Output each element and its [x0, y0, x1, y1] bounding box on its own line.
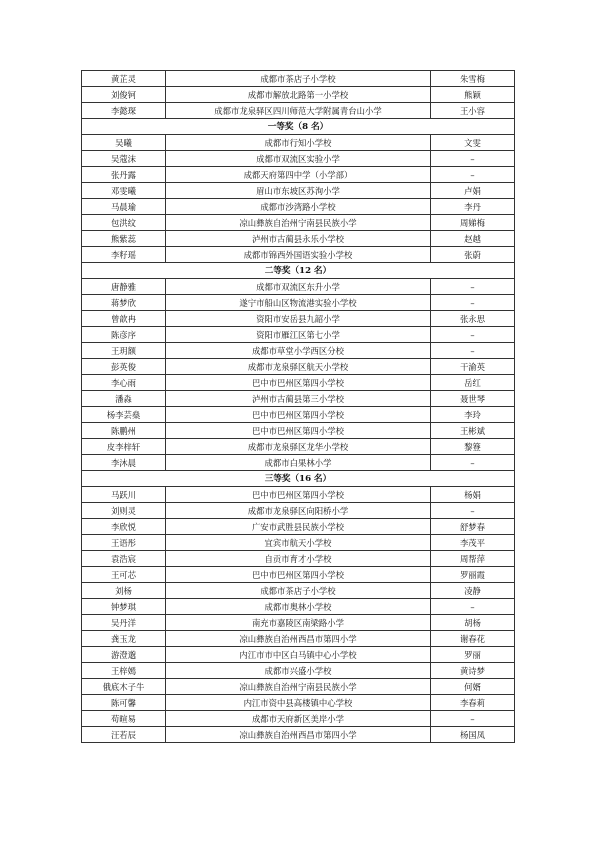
student-name-cell: 李籽瑶	[82, 247, 166, 263]
table-row	[82, 231, 515, 247]
school-cell: 成都市双流区实验小学	[166, 151, 431, 167]
table-row	[82, 71, 515, 87]
teacher-cell: 何婿	[431, 679, 515, 695]
table-row	[82, 359, 515, 375]
school-cell: 成都天府第四中学（小学部）	[166, 167, 431, 183]
teacher-cell: –	[431, 295, 515, 311]
teacher-cell: 黎簦	[431, 439, 515, 455]
teacher-cell: –	[431, 327, 515, 343]
school-cell: 泸州市古蔺县第三小学校	[166, 391, 431, 407]
table-row	[82, 167, 515, 183]
teacher-cell: –	[431, 599, 515, 615]
table-row	[82, 295, 515, 311]
table-row	[82, 727, 515, 743]
table-row	[82, 87, 515, 103]
teacher-cell: –	[431, 151, 515, 167]
table-row	[82, 663, 515, 679]
student-name-cell: 吴蔻沫	[82, 151, 166, 167]
school-cell: 凉山彝族自治州西昌市第四小学	[166, 727, 431, 743]
student-name-cell: 皮李梓轩	[82, 439, 166, 455]
student-name-cell: 张丹露	[82, 167, 166, 183]
teacher-cell: 李丹	[431, 199, 515, 215]
table-row	[82, 279, 515, 295]
student-name-cell: 游澄邈	[82, 647, 166, 663]
award-list-page	[81, 70, 514, 743]
school-cell: 资阳市安岳县九韶小学	[166, 311, 431, 327]
school-cell: 巴中市巴州区第四小学校	[166, 423, 431, 439]
table-row	[82, 583, 515, 599]
table-row	[82, 631, 515, 647]
table-row	[82, 647, 515, 663]
student-name-cell: 王可芯	[82, 567, 166, 583]
student-name-cell: 吴丹洋	[82, 615, 166, 631]
teacher-cell: –	[431, 279, 515, 295]
student-name-cell: 王语彤	[82, 535, 166, 551]
school-cell: 成都市天府新区美岸小学	[166, 711, 431, 727]
school-cell: 南充市嘉陵区南梁路小学	[166, 615, 431, 631]
table-row	[82, 439, 515, 455]
teacher-cell: 朱雪梅	[431, 71, 515, 87]
student-name-cell: 王梓嫣	[82, 663, 166, 679]
table-row	[82, 327, 515, 343]
school-cell: 成都市行知小学校	[166, 135, 431, 151]
school-cell: 内江市市中区白马镇中心小学校	[166, 647, 431, 663]
teacher-cell: 赵越	[431, 231, 515, 247]
award-table	[81, 70, 515, 743]
student-name-cell: 包洪纹	[82, 215, 166, 231]
table-row	[82, 695, 515, 711]
student-name-cell: 钟梦琪	[82, 599, 166, 615]
student-name-cell: 刘杨	[82, 583, 166, 599]
student-name-cell: 陈彦序	[82, 327, 166, 343]
teacher-cell: 胡杨	[431, 615, 515, 631]
teacher-cell: 张蔚	[431, 247, 515, 263]
school-cell: 广安市武胜县民族小学校	[166, 519, 431, 535]
student-name-cell: 李懿琛	[82, 103, 166, 119]
school-cell: 内江市资中县高楼镇中心学校	[166, 695, 431, 711]
second-prize-heading: 二等奖（12 名）	[82, 263, 515, 279]
school-cell: 成都市白果林小学	[166, 455, 431, 471]
student-name-cell: 刘俊钶	[82, 87, 166, 103]
school-cell: 成都市奥林小学校	[166, 599, 431, 615]
table-row	[82, 535, 515, 551]
teacher-cell: 熊颖	[431, 87, 515, 103]
table-row	[82, 151, 515, 167]
school-cell: 巴中市巴州区第四小学校	[166, 375, 431, 391]
teacher-cell: 卢娟	[431, 183, 515, 199]
student-name-cell: 马晨瑜	[82, 199, 166, 215]
teacher-cell: 凌静	[431, 583, 515, 599]
teacher-cell: 杨娟	[431, 487, 515, 503]
table-row	[82, 391, 515, 407]
school-cell: 成都市龙泉驿区向阳桥小学	[166, 503, 431, 519]
table-row	[82, 519, 515, 535]
table-row	[82, 455, 515, 471]
table-row	[82, 311, 515, 327]
table-row	[82, 103, 515, 119]
school-cell: 成都市茶店子小学校	[166, 71, 431, 87]
teacher-cell: 聂世琴	[431, 391, 515, 407]
teacher-cell: –	[431, 455, 515, 471]
student-name-cell: 吴曦	[82, 135, 166, 151]
teacher-cell: 舒梦春	[431, 519, 515, 535]
table-row	[82, 503, 515, 519]
school-cell: 巴中市巴州区第四小学校	[166, 487, 431, 503]
school-cell: 成都市沙湾路小学校	[166, 199, 431, 215]
teacher-cell: –	[431, 343, 515, 359]
school-cell: 凉山彝族自治州西昌市第四小学	[166, 631, 431, 647]
table-row	[82, 215, 515, 231]
teacher-cell: 王彬斌	[431, 423, 515, 439]
teacher-cell: 周帮萍	[431, 551, 515, 567]
table-row	[82, 551, 515, 567]
third-prize-heading: 三等奖（16 名）	[82, 471, 515, 487]
school-cell: 成都市双流区东升小学	[166, 279, 431, 295]
teacher-cell: 罗丽	[431, 647, 515, 663]
student-name-cell: 刘则灵	[82, 503, 166, 519]
table-row	[82, 711, 515, 727]
student-name-cell: 彭英俊	[82, 359, 166, 375]
student-name-cell: 蒋梦欣	[82, 295, 166, 311]
school-cell: 泸州市古蔺县永乐小学校	[166, 231, 431, 247]
student-name-cell: 黄芷灵	[82, 71, 166, 87]
teacher-cell: –	[431, 167, 515, 183]
teacher-cell: 王小容	[431, 103, 515, 119]
school-cell: 成都市草堂小学西区分校	[166, 343, 431, 359]
student-name-cell: 苟暄易	[82, 711, 166, 727]
student-name-cell: 唐静雅	[82, 279, 166, 295]
school-cell: 凉山彝族自治州宁南县民族小学	[166, 679, 431, 695]
teacher-cell: 干渝英	[431, 359, 515, 375]
teacher-cell: 岳红	[431, 375, 515, 391]
table-row	[82, 567, 515, 583]
school-cell: 凉山彝族自治州宁南县民族小学	[166, 215, 431, 231]
teacher-cell: 张永思	[431, 311, 515, 327]
school-cell: 巴中市巴州区第四小学校	[166, 407, 431, 423]
student-name-cell: 曾歆冉	[82, 311, 166, 327]
school-cell: 自贡市育才小学校	[166, 551, 431, 567]
student-name-cell: 王玥额	[82, 343, 166, 359]
school-cell: 巴中市巴州区第四小学校	[166, 567, 431, 583]
teacher-cell: 李玲	[431, 407, 515, 423]
teacher-cell: 杨国凤	[431, 727, 515, 743]
student-name-cell: 邓雯曦	[82, 183, 166, 199]
teacher-cell: –	[431, 711, 515, 727]
teacher-cell: 李春莉	[431, 695, 515, 711]
table-row	[82, 599, 515, 615]
table-row	[82, 343, 515, 359]
third-prize-heading-row	[82, 471, 515, 487]
school-cell: 眉山市东坡区苏洵小学	[166, 183, 431, 199]
teacher-cell: 黄诗梦	[431, 663, 515, 679]
teacher-cell: 文雯	[431, 135, 515, 151]
table-row	[82, 679, 515, 695]
student-name-cell: 李欣悦	[82, 519, 166, 535]
student-name-cell: 汪若辰	[82, 727, 166, 743]
table-row	[82, 407, 515, 423]
school-cell: 遂宁市船山区物流港实验小学校	[166, 295, 431, 311]
student-name-cell: 袁浩宸	[82, 551, 166, 567]
student-name-cell: 龚玉龙	[82, 631, 166, 647]
first-prize-heading-row	[82, 119, 515, 135]
school-cell: 成都市龙泉驿区航天小学校	[166, 359, 431, 375]
table-row	[82, 615, 515, 631]
table-row	[82, 199, 515, 215]
student-name-cell: 潘淼	[82, 391, 166, 407]
table-row	[82, 183, 515, 199]
teacher-cell: 罗丽霞	[431, 567, 515, 583]
school-cell: 宜宾市航天小学校	[166, 535, 431, 551]
student-name-cell: 陈鹏州	[82, 423, 166, 439]
school-cell: 成都市龙泉驿区龙华小学校	[166, 439, 431, 455]
teacher-cell: 周娣梅	[431, 215, 515, 231]
second-prize-heading-row	[82, 263, 515, 279]
school-cell: 资阳市雁江区第七小学	[166, 327, 431, 343]
student-name-cell: 李心雨	[82, 375, 166, 391]
first-prize-heading: 一等奖（8 名）	[82, 119, 515, 135]
student-name-cell: 陈可馨	[82, 695, 166, 711]
award-table-body	[82, 71, 515, 743]
school-cell: 成都市龙泉驿区四川师范大学附属青台山小学	[166, 103, 431, 119]
table-row	[82, 247, 515, 263]
teacher-cell: 谢春花	[431, 631, 515, 647]
table-row	[82, 423, 515, 439]
school-cell: 成都市兴盛小学校	[166, 663, 431, 679]
school-cell: 成都市解放北路第一小学校	[166, 87, 431, 103]
table-row	[82, 135, 515, 151]
student-name-cell: 马跃川	[82, 487, 166, 503]
school-cell: 成都市茶店子小学校	[166, 583, 431, 599]
student-name-cell: 俄底木子牛	[82, 679, 166, 695]
school-cell: 成都市锦西外国语实验小学校	[166, 247, 431, 263]
student-name-cell: 李沐晨	[82, 455, 166, 471]
table-row	[82, 375, 515, 391]
teacher-cell: 李茂平	[431, 535, 515, 551]
student-name-cell: 杨李芸燊	[82, 407, 166, 423]
table-row	[82, 487, 515, 503]
teacher-cell: –	[431, 503, 515, 519]
student-name-cell: 熊紫蕊	[82, 231, 166, 247]
